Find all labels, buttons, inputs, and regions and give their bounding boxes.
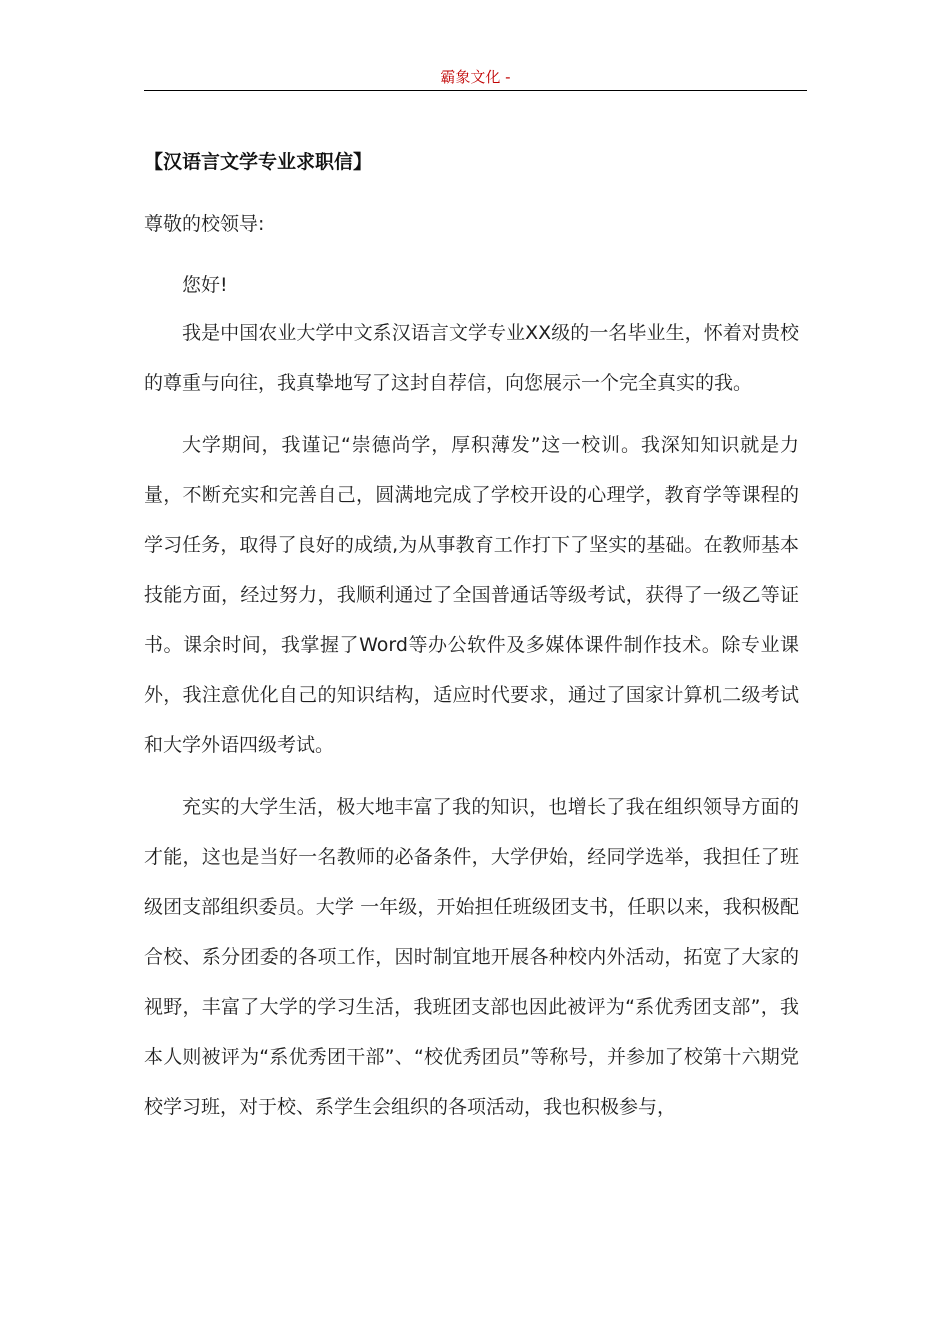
paragraph-activities: 充实的大学生活，极大地丰富了我的知识，也增长了我在组织领导方面的才能，这也是当好一名教师的必备条件，大学伊始，经同学选举，我担任了班级团支部组织委员。大学 一年级，开始担任班级团支书，任职以来，我积极配合校、系分团委的各项工作，因时制宜地开展各种校内外活动，拓宽了大家的视野，丰富了大学的学习生活，我班团支部也因此被评为“系优秀团支部”，我本人则被评为“系优秀团干部”、“校优秀团员”等称号，并参加了校第十六期党校学习班，对于校、系学生会组织的各项活动，我也积极参与， xyxy=(144,796,799,1118)
salutation: 尊敬的校领导: xyxy=(144,213,265,235)
page-header: 霸象文化 - xyxy=(440,68,511,86)
paragraph-study: 大学期间，我谨记“崇德尚学，厚积薄发”这一校训。我深知知识就是力量，不断充实和完善自己，圆满地完成了学校开设的心理学，教育学等课程的学习任务，取得了良好的成绩,为从事教育工作打下了坚实的基础。在教师基本技能方面，经过努力，我顺利通过了全国普通话等级考试，获得了一级乙等证书。课余时间，我掌握了Word等办公软件及多媒体课件制作技术。除专业课外，我注意优化自己的知识结构，适应时代要求，通过了国家计算机二级考试和大学外语四级考试。 xyxy=(144,434,799,756)
document-title: 【汉语言文学专业求职信】 xyxy=(144,151,373,173)
letter-body xyxy=(144,148,799,1132)
header-divider xyxy=(144,90,807,91)
paragraph-intro: 我是中国农业大学中文系汉语言文学专业XX级的一名毕业生，怀着对贵校的尊重与向往，我真挚地写了这封自荐信，向您展示一个完全真实的我。 xyxy=(144,322,799,394)
greeting: 您好! xyxy=(182,274,228,296)
